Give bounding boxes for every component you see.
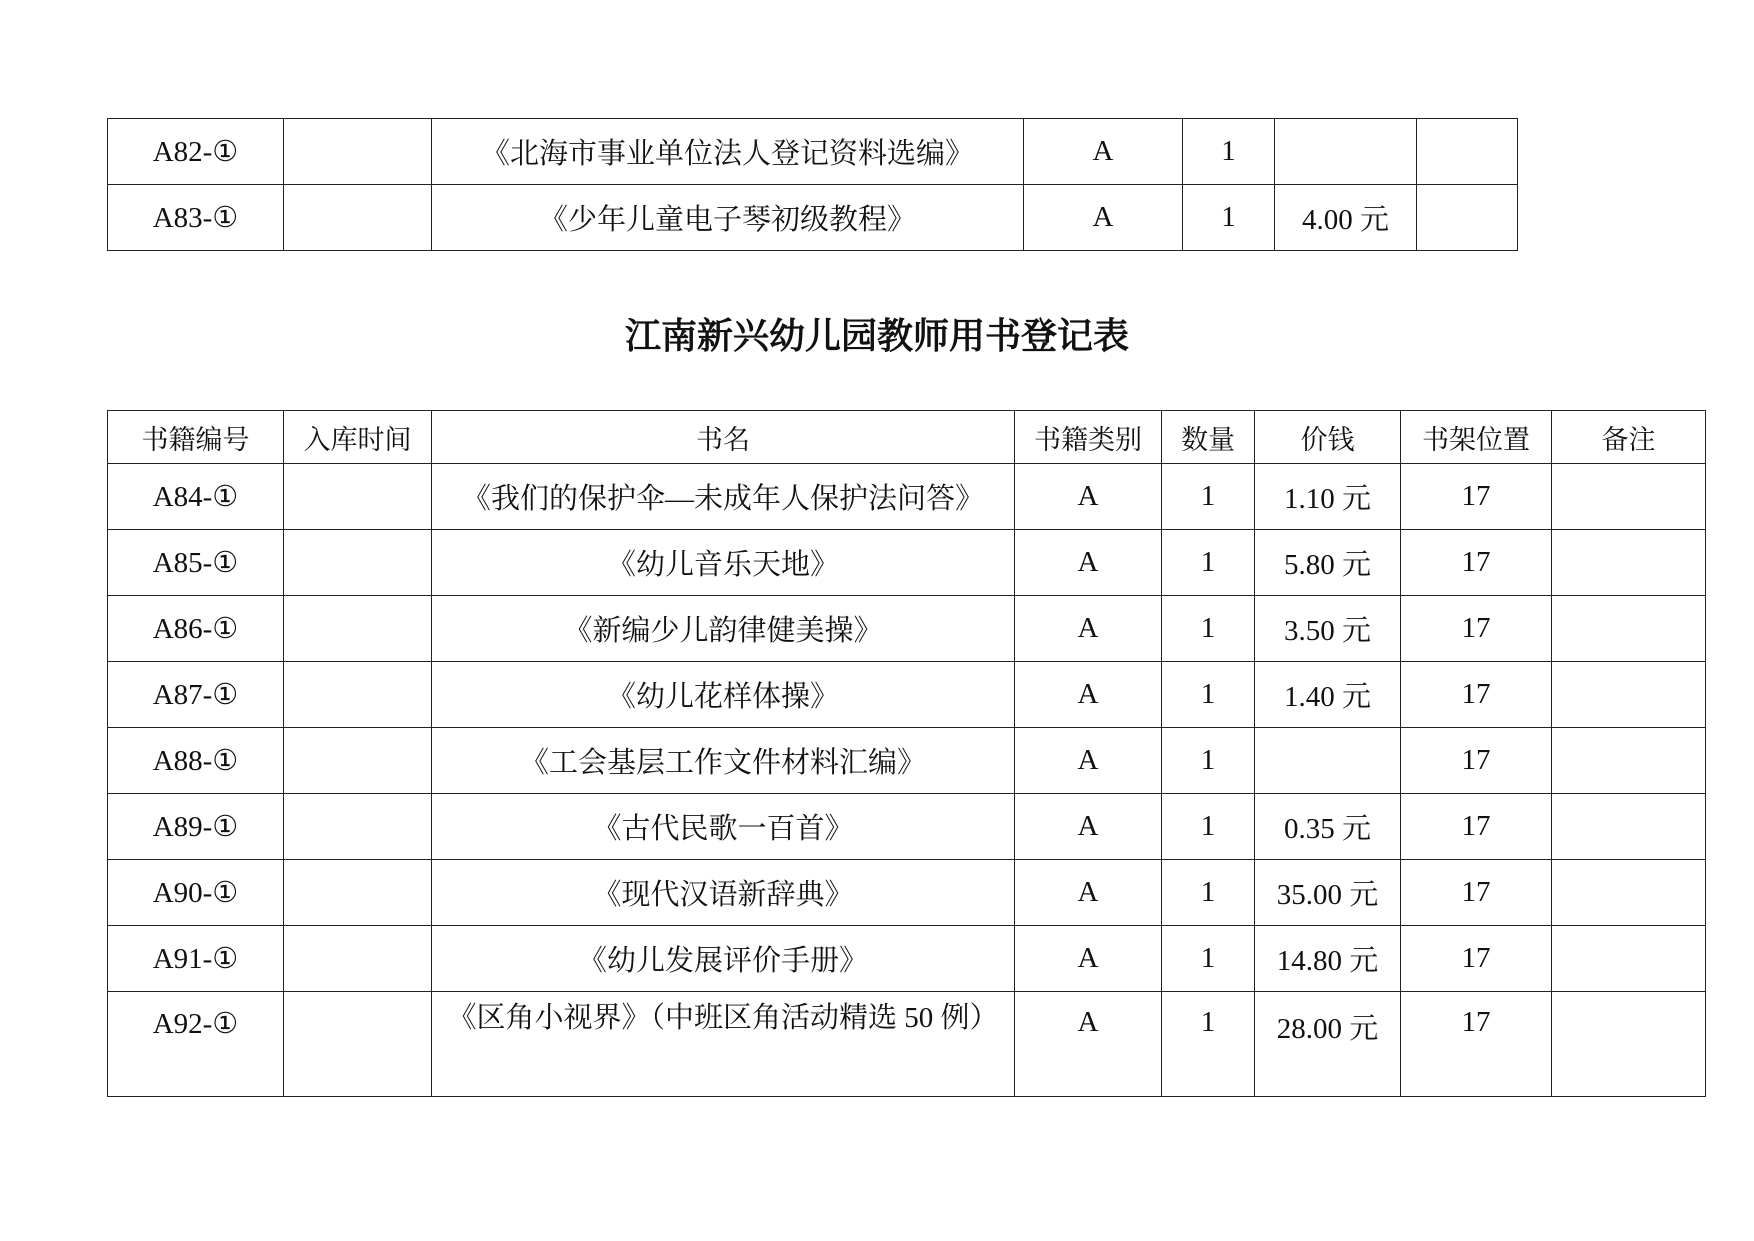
cell-note (1552, 926, 1706, 992)
cell-price: 3.50 元 (1255, 596, 1401, 662)
cell-shelf: 17 (1401, 860, 1552, 926)
cell-cat: A (1015, 662, 1162, 728)
header-cell: 数量 (1162, 411, 1255, 464)
cell-name: 《幼儿花样体操》 (432, 662, 1015, 728)
cell-cat: A (1015, 794, 1162, 860)
page-title: 江南新兴幼儿园教师用书登记表 (624, 316, 1129, 357)
cell-price: 4.00 元 (1275, 185, 1417, 251)
header-cell: 备注 (1552, 411, 1706, 464)
cell-cat: A (1015, 728, 1162, 794)
cell-qty: 1 (1162, 860, 1255, 926)
cell-qty: 1 (1162, 662, 1255, 728)
table-row (108, 185, 1518, 251)
continued-table (107, 118, 1518, 251)
cell-shelf: 17 (1401, 464, 1552, 530)
table-row (108, 728, 1706, 794)
cell-name: 《少年儿童电子琴初级教程》 (432, 185, 1024, 251)
cell-name: 《幼儿音乐天地》 (432, 530, 1015, 596)
cell-code: A82-① (108, 119, 284, 185)
cell-note (1552, 596, 1706, 662)
cell-name: 《幼儿发展评价手册》 (432, 926, 1015, 992)
cell-shelf (1417, 119, 1518, 185)
table-row (108, 926, 1706, 992)
cell-code: A91-① (108, 926, 284, 992)
cell-date (284, 464, 432, 530)
cell-shelf: 17 (1401, 992, 1552, 1097)
cell-price: 1.40 元 (1255, 662, 1401, 728)
cell-note (1552, 728, 1706, 794)
cell-shelf (1417, 185, 1518, 251)
cell-code: A83-① (108, 185, 284, 251)
table-row (108, 860, 1706, 926)
cell-price (1275, 119, 1417, 185)
cell-date (284, 728, 432, 794)
cell-cat: A (1015, 596, 1162, 662)
cell-code: A88-① (108, 728, 284, 794)
cell-date (284, 596, 432, 662)
cell-date (284, 185, 432, 251)
cell-cat: A (1024, 119, 1183, 185)
cell-code: A90-① (108, 860, 284, 926)
cell-cat: A (1024, 185, 1183, 251)
cell-name: 《北海市事业单位法人登记资料选编》 (432, 119, 1024, 185)
cell-name: 《现代汉语新辞典》 (432, 860, 1015, 926)
cell-price: 28.00 元 (1255, 992, 1401, 1097)
table-row (108, 530, 1706, 596)
cell-cat: A (1015, 464, 1162, 530)
header-cell: 书籍编号 (108, 411, 284, 464)
cell-qty: 1 (1162, 464, 1255, 530)
cell-price: 1.10 元 (1255, 464, 1401, 530)
cell-qty: 1 (1162, 728, 1255, 794)
cell-cat: A (1015, 860, 1162, 926)
cell-date (284, 860, 432, 926)
cell-shelf: 17 (1401, 662, 1552, 728)
cell-shelf: 17 (1401, 926, 1552, 992)
cell-date (284, 119, 432, 185)
cell-price: 14.80 元 (1255, 926, 1401, 992)
cell-price: 0.35 元 (1255, 794, 1401, 860)
cell-name: 《古代民歌一百首》 (432, 794, 1015, 860)
cell-qty: 1 (1162, 926, 1255, 992)
cell-code: A84-① (108, 464, 284, 530)
cell-name: 《区角小视界》（中班区角活动精选 50 例） (432, 992, 1015, 1097)
cell-note (1552, 860, 1706, 926)
table-row (108, 794, 1706, 860)
cell-qty: 1 (1162, 530, 1255, 596)
cell-price: 5.80 元 (1255, 530, 1401, 596)
cell-shelf: 17 (1401, 794, 1552, 860)
cell-code: A87-① (108, 662, 284, 728)
cell-date (284, 794, 432, 860)
cell-cat: A (1015, 926, 1162, 992)
cell-name: 《我们的保护伞—未成年人保护法问答》 (432, 464, 1015, 530)
cell-date (284, 530, 432, 596)
cell-code: A86-① (108, 596, 284, 662)
cell-note (1552, 662, 1706, 728)
cell-shelf: 17 (1401, 596, 1552, 662)
cell-cat: A (1015, 992, 1162, 1097)
cell-note (1552, 464, 1706, 530)
cell-name: 《新编少儿韵律健美操》 (432, 596, 1015, 662)
table-row (108, 464, 1706, 530)
book-register-table (107, 410, 1706, 1097)
cell-code: A85-① (108, 530, 284, 596)
cell-qty: 1 (1162, 596, 1255, 662)
header-cell: 价钱 (1255, 411, 1401, 464)
cell-qty: 1 (1162, 992, 1255, 1097)
cell-date (284, 662, 432, 728)
header-cell: 书名 (432, 411, 1015, 464)
cell-code: A89-① (108, 794, 284, 860)
cell-note (1552, 794, 1706, 860)
table-row (108, 992, 1706, 1097)
header-cell: 书架位置 (1401, 411, 1552, 464)
cell-code: A92-① (108, 992, 284, 1097)
table-row (108, 596, 1706, 662)
cell-note (1552, 530, 1706, 596)
header-cell: 入库时间 (284, 411, 432, 464)
cell-date (284, 992, 432, 1097)
cell-qty: 1 (1183, 119, 1275, 185)
table-row (108, 662, 1706, 728)
cell-qty: 1 (1183, 185, 1275, 251)
header-row (108, 411, 1706, 464)
header-cell: 书籍类别 (1015, 411, 1162, 464)
table-row (108, 119, 1518, 185)
cell-price: 35.00 元 (1255, 860, 1401, 926)
cell-shelf: 17 (1401, 530, 1552, 596)
cell-note (1552, 992, 1706, 1097)
cell-shelf: 17 (1401, 728, 1552, 794)
cell-qty: 1 (1162, 794, 1255, 860)
cell-date (284, 926, 432, 992)
cell-price (1255, 728, 1401, 794)
cell-cat: A (1015, 530, 1162, 596)
cell-name: 《工会基层工作文件材料汇编》 (432, 728, 1015, 794)
